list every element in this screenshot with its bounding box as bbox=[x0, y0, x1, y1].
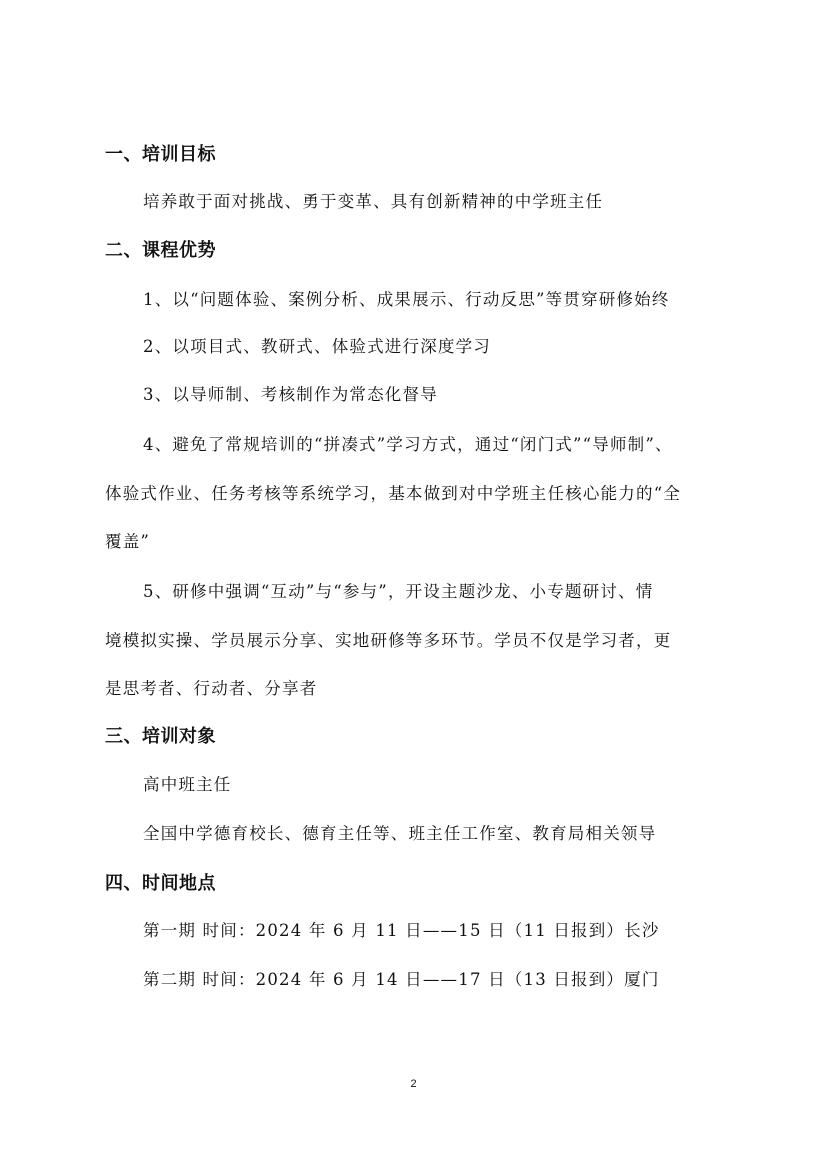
advantage-5-line1: 5、研修中强调“互动”与“参与”，开设主题沙龙、小专题研讨、情 bbox=[143, 582, 654, 601]
audience-2: 全国中学德育校长、德育主任等、班主任工作室、教育局相关领导 bbox=[143, 824, 657, 843]
advantage-2: 2、以项目式、教研式、体验式进行深度学习 bbox=[143, 337, 491, 356]
schedule-session-1: 第一期 时间：2024 年 6 月 11 日——15 日（11 日报到）长沙 bbox=[143, 921, 660, 940]
advantage-1: 1、以“问题体验、案例分析、成果展示、行动反思”等贯穿研修始终 bbox=[143, 290, 670, 309]
section-heading-schedule: 四、时间地点 bbox=[105, 873, 216, 894]
schedule-session-2: 第二期 时间：2024 年 6 月 14 日——17 日（13 日报到）厦门 bbox=[143, 970, 660, 989]
page-number: 2 bbox=[410, 1078, 417, 1090]
goal-text: 培养敢于面对挑战、勇于变革、具有创新精神的中学班主任 bbox=[143, 192, 604, 211]
section-heading-goals: 一、培训目标 bbox=[105, 144, 216, 165]
section-heading-advantages: 二、课程优势 bbox=[105, 240, 216, 261]
advantage-4-line3: 覆盖” bbox=[105, 532, 151, 551]
audience-1: 高中班主任 bbox=[143, 775, 232, 794]
section-heading-audience: 三、培训对象 bbox=[105, 726, 216, 747]
advantage-5-line2: 境模拟实操、学员展示分享、实地研修等多环节。学员不仅是学习者，更 bbox=[105, 631, 672, 650]
advantage-4-line1: 4、避免了常规培训的“拼凑式”学习方式，通过“闭门式”“导师制”、 bbox=[143, 435, 673, 454]
advantage-5-line3: 是思考者、行动者、分享者 bbox=[105, 679, 318, 698]
advantage-4-line2: 体验式作业、任务考核等系统学习，基本做到对中学班主任核心能力的“全 bbox=[105, 484, 682, 503]
advantage-3: 3、以导师制、考核制作为常态化督导 bbox=[143, 385, 438, 404]
